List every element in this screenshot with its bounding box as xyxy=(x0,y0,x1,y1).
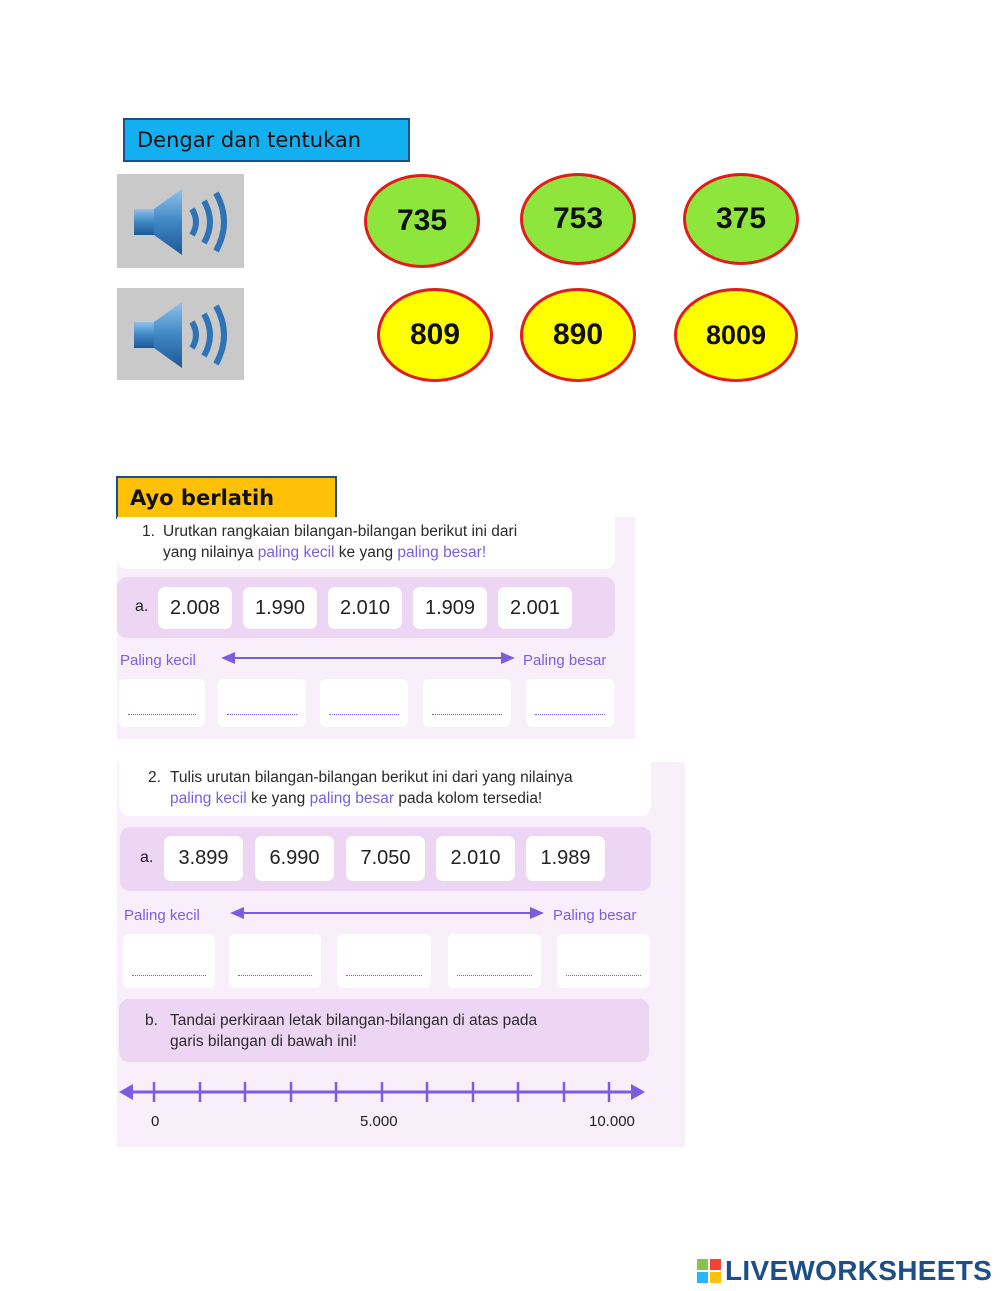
answer-slot[interactable] xyxy=(423,679,511,727)
answer-slot[interactable] xyxy=(229,934,321,988)
answer-slot[interactable] xyxy=(320,679,408,727)
question-1-text xyxy=(117,517,615,569)
speaker-icon xyxy=(126,181,236,261)
axis-label: 5.000 xyxy=(360,1113,398,1130)
number-value: 1.990 xyxy=(254,596,306,619)
number-card xyxy=(413,587,487,629)
number-card xyxy=(498,587,572,629)
answer-slot[interactable] xyxy=(526,679,614,727)
number-line[interactable] xyxy=(119,1080,647,1104)
answer-option[interactable] xyxy=(364,174,480,268)
question-number: 2. xyxy=(148,769,161,786)
speaker-button-1[interactable] xyxy=(117,174,244,268)
number-card xyxy=(346,836,425,881)
number-card xyxy=(158,587,232,629)
text-span: ke yang xyxy=(334,544,398,561)
sub-label: a. xyxy=(140,849,154,866)
answer-input[interactable] xyxy=(423,677,511,727)
option-label: 753 xyxy=(552,202,604,235)
number-value: 7.050 xyxy=(360,847,411,869)
instruction-strip xyxy=(119,999,649,1062)
arrow-left-icon xyxy=(119,1084,133,1100)
numbers-strip xyxy=(120,827,651,891)
order-arrow-icon xyxy=(221,650,515,666)
order-arrow-icon xyxy=(230,905,544,921)
option-label: 890 xyxy=(552,318,604,351)
numbers-strip xyxy=(117,577,615,638)
axis-label: 0 xyxy=(151,1113,160,1130)
answer-option[interactable] xyxy=(520,288,636,382)
arrow-right-icon xyxy=(631,1084,645,1100)
answer-option[interactable] xyxy=(377,288,493,382)
axis-label: 10.000 xyxy=(589,1113,635,1130)
number-value: 1.989 xyxy=(540,847,591,869)
answer-slot[interactable] xyxy=(448,934,541,988)
smallest-label: Paling kecil xyxy=(120,652,196,669)
text-span: ke yang xyxy=(246,790,310,807)
question-line: Tulis urutan bilangan-bilangan berikut ini dari yang nilainya xyxy=(170,769,573,786)
number-card xyxy=(243,587,317,629)
answer-input[interactable] xyxy=(218,677,306,727)
text-span: yang nilainya xyxy=(163,544,258,561)
answer-input[interactable] xyxy=(229,932,321,988)
question-number: 1. xyxy=(142,523,155,540)
section-title-text: Dengar dan tentukan xyxy=(137,128,362,152)
highlight-text: paling kecil xyxy=(170,790,247,807)
text-span: ! xyxy=(481,544,487,561)
question-line xyxy=(170,788,573,809)
speaker-button-2[interactable] xyxy=(117,288,244,380)
sub-label: a. xyxy=(135,598,149,615)
highlight-text: paling besar xyxy=(309,790,395,807)
highlight-text: paling besar xyxy=(397,544,482,561)
section-title-listen xyxy=(123,118,410,162)
number-value: 6.990 xyxy=(269,847,320,869)
answer-option[interactable] xyxy=(674,288,798,382)
instruction-line: Tandai perkiraan letak bilangan-bilangan di atas pada xyxy=(170,1012,538,1029)
section-title-practice xyxy=(116,476,337,519)
answer-slot[interactable] xyxy=(123,934,215,988)
number-card xyxy=(526,836,605,881)
number-value: 2.010 xyxy=(339,596,391,619)
number-card xyxy=(436,836,515,881)
sub-label: b. xyxy=(145,1012,158,1029)
option-label: 735 xyxy=(396,204,448,237)
answer-option[interactable] xyxy=(520,173,636,265)
brand-text: LIVEWORKSHEETS xyxy=(725,1255,993,1286)
highlight-text: paling kecil xyxy=(257,544,335,561)
answer-slot[interactable] xyxy=(557,934,650,988)
answer-input[interactable] xyxy=(320,677,408,727)
number-card xyxy=(164,836,243,881)
question-2-panel xyxy=(117,762,685,1147)
answer-slot[interactable] xyxy=(337,934,431,988)
answer-input[interactable] xyxy=(526,677,614,727)
largest-label: Paling besar xyxy=(523,652,607,669)
number-value: 3.899 xyxy=(178,847,229,869)
answer-input[interactable] xyxy=(123,932,215,988)
option-label: 8009 xyxy=(705,319,767,350)
option-label: 375 xyxy=(715,202,767,235)
instruction-line: garis bilangan di bawah ini! xyxy=(170,1033,357,1050)
logo-blocks-icon xyxy=(697,1259,721,1283)
speaker-icon xyxy=(126,294,236,374)
number-value: 2.008 xyxy=(169,596,221,619)
section-title-text: Ayo berlatih xyxy=(130,485,275,510)
question-line xyxy=(163,542,517,563)
smallest-label: Paling kecil xyxy=(124,907,200,924)
answer-slot[interactable] xyxy=(218,679,306,727)
question-line: Urutkan rangkaian bilangan-bilangan berikut ini dari xyxy=(163,523,518,540)
question-2-text xyxy=(119,762,651,816)
number-value: 2.001 xyxy=(509,596,561,619)
answer-slot[interactable] xyxy=(119,679,205,727)
question-1-panel xyxy=(117,517,635,739)
largest-label: Paling besar xyxy=(553,907,637,924)
number-value: 1.909 xyxy=(424,596,476,619)
number-value: 2.010 xyxy=(450,847,501,869)
text-span: pada kolom tersedia! xyxy=(394,790,543,807)
answer-input[interactable] xyxy=(557,932,650,988)
answer-input[interactable] xyxy=(337,932,431,988)
answer-option[interactable] xyxy=(683,173,799,265)
answer-input[interactable] xyxy=(448,932,541,988)
liveworksheets-logo xyxy=(697,1254,992,1288)
answer-input[interactable] xyxy=(119,677,205,727)
number-card xyxy=(328,587,402,629)
number-card xyxy=(255,836,334,881)
option-label: 809 xyxy=(409,318,461,351)
